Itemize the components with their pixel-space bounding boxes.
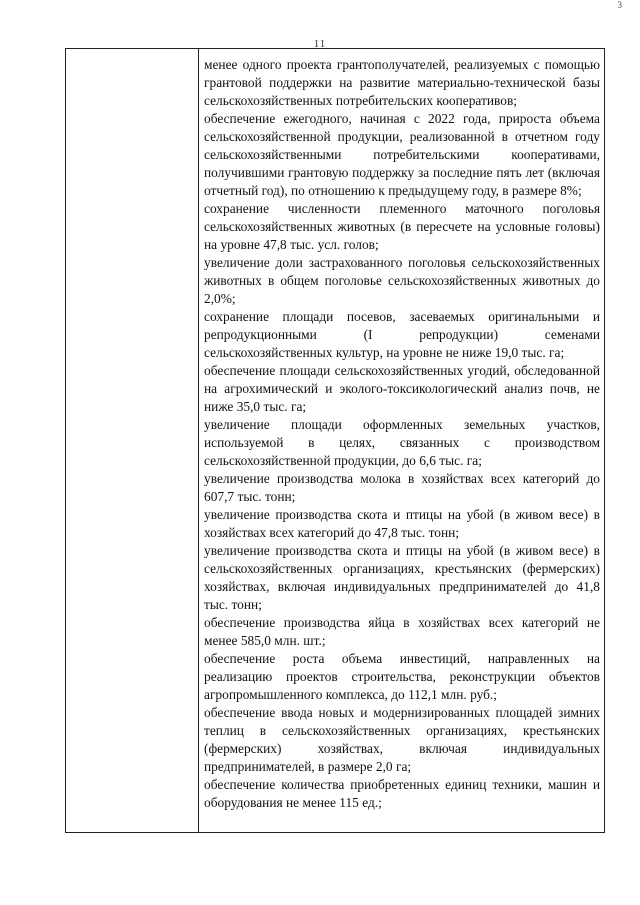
document-table — [65, 48, 605, 833]
list-item: обеспечение ввода новых и модернизированных площадей зимних теплиц в сельскохозяйственных организациях, крестьянских (фермерских) хозяйствах, включая индивидуальных предпринимателей, в размере 2,0 га; — [204, 705, 600, 774]
table-left-column — [66, 49, 199, 832]
list-item: увеличение производства скота и птицы на убой (в живом весе) в хозяйствах всех категорий до 47,8 тыс. тонн; — [204, 507, 600, 540]
corner-mark: 3 — [617, 0, 622, 10]
list-item: обеспечение площади сельскохозяйственных угодий, обследованной на агрохимический и эколого-токсикологический анализ почв, не ниже 35,0 тыс. га; — [204, 363, 600, 414]
list-item: менее одного проекта грантополучателей, реализуемых с помощью грантовой поддержки на развитие материально-технической базы сельскохозяйственных потребительских кооперативов; — [204, 57, 600, 108]
list-item: увеличение площади оформленных земельных участков, используемой в целях, связанных с производством сельскохозяйственной продукции, до 6,6 тыс. га; — [204, 417, 600, 468]
list-item: сохранение численности племенного маточного поголовья сельскохозяйственных животных (в пересчете на условные головы) на уровне 47,8 тыс. усл. голов; — [204, 201, 600, 252]
list-item: увеличение производства скота и птицы на убой (в живом весе) в сельскохозяйственных организациях, крестьянских (фермерских) хозяйствах, включая индивидуальных предпринимателей до 41,8 тыс. тонн; — [204, 543, 600, 612]
list-item: обеспечение производства яйца в хозяйствах всех категорий не менее 585,0 млн. шт.; — [204, 615, 600, 648]
list-item: сохранение площади посевов, засеваемых оригинальными и репродукционными (I репродукции) семенами сельскохозяйственных культур, на уровне не ниже 19,0 тыс. га; — [204, 309, 600, 360]
list-item: обеспечение ежегодного, начиная с 2022 года, прироста объема сельскохозяйственной продукции, реализованной в отчетном году сельскохозяйственными потребительскими кооперативами, получившими грантовую поддержку за последние пять лет (включая отчетный год), по отношению к предыдущему году, в размере 8%; — [204, 111, 600, 198]
list-item: увеличение производства молока в хозяйствах всех категорий до 607,7 тыс. тонн; — [204, 471, 600, 504]
table-right-column — [199, 49, 604, 832]
list-item: обеспечение роста объема инвестиций, направленных на реализацию проектов строительства, реконструкции объектов агропромышленного комплекса, до 112,1 млн. руб.; — [204, 651, 600, 702]
list-item: обеспечение количества приобретенных единиц техники, машин и оборудования не менее 115 ед.; — [204, 777, 600, 810]
page-number: 11 — [313, 38, 327, 50]
list-item: увеличение доли застрахованного поголовья сельскохозяйственных животных в общем поголовье сельскохозяйственных животных до 2,0%; — [204, 255, 600, 306]
